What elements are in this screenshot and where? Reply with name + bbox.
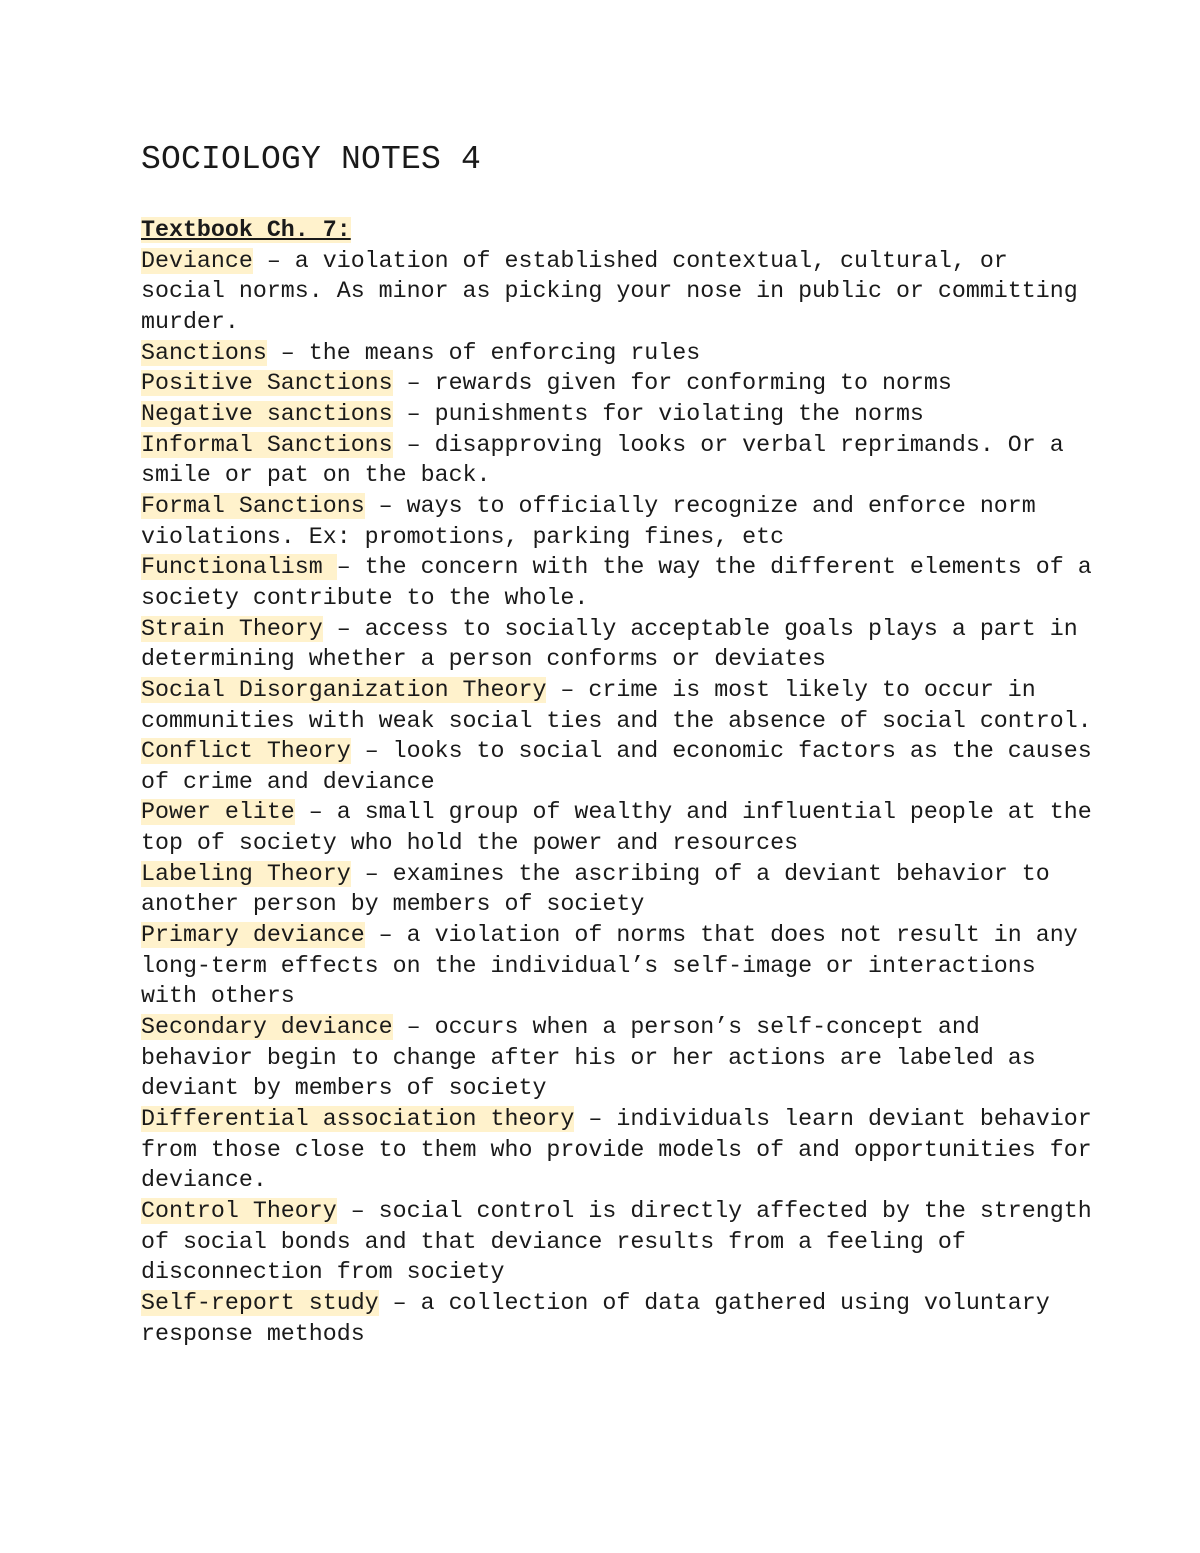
term: Social Disorganization Theory [141,676,547,703]
definition-entry [141,736,1106,797]
definition: – punishments for violating the norms [392,400,924,427]
definition: – occurs when a person’s self-concept and behavior begin to change after his or her actions are labeled as deviant by members of society [141,1014,1050,1102]
definition-entry [141,1104,1106,1196]
term: Labeling Theory [141,860,351,887]
term: Control Theory [141,1198,337,1224]
definition-entry [141,491,1101,552]
notes-body [141,215,1106,1349]
definition: – the concern with the way the different elements of a society contribute to the whole. [141,554,1106,611]
definition-entry [141,797,1106,858]
term: Self-report study [141,1289,379,1316]
definition-entry [141,920,1101,1012]
term: Power elite [141,799,295,826]
definition: – a collection of data gathered using voluntary response methods [141,1289,1064,1347]
definition-entry [141,246,1101,338]
definition-entry [141,430,1101,491]
definition: – crime is most likely to occur in communities with weak social ties and the absence of social control. [141,676,1092,734]
definition-entry [141,614,1101,675]
definition: – ways to officially recognize and enforce norm violations. Ex: promotions, parking fines, etc [141,492,1050,550]
definition-entry [141,552,1106,613]
term: Secondary deviance [141,1014,393,1041]
definition: – social control is directly affected by the strength of social bonds and that deviance results from a feeling of disconnection from society [141,1198,1106,1286]
term: Deviance [141,247,253,274]
definition: – a violation of established contextual, cultural, or social norms. As minor as picking your nose in public or committing murder. [141,247,1092,335]
definition-entry [141,859,1101,920]
term: Positive Sanctions [141,370,393,397]
definition-entry [141,399,1101,430]
definition: – a violation of norms that does not result in any long-term effects on the individual’s self-image or interactions with others [141,922,1092,1010]
document-title: SOCIOLOGY NOTES 4 [141,141,482,178]
definition: – access to socially acceptable goals plays a part in determining whether a person conforms or deviates [141,615,1092,673]
definition: – the means of enforcing rules [266,339,701,366]
definition-entry [141,368,1101,399]
definition: – looks to social and economic factors as the causes of crime and deviance [141,738,1106,795]
term: Negative sanctions [141,400,393,427]
definition: – disapproving looks or verbal reprimands. Or a smile or pat on the back. [141,431,1078,489]
definition: – rewards given for conforming to norms [392,370,952,397]
section-heading-line [141,215,1101,246]
definition-entry [141,1012,1101,1104]
section-heading: Textbook Ch. 7: [141,217,351,243]
term: Differential association theory [141,1106,575,1133]
term: Functionalism [141,554,337,581]
term: Sanctions [141,339,267,366]
definition: – examines the ascribing of a deviant behavior to another person by members of society [141,860,1064,918]
term: Informal Sanctions [141,431,393,458]
definition-entry [141,675,1101,736]
definition-entry [141,1196,1106,1288]
definition: – a small group of wealthy and influential people at the top of society who hold the power and resources [141,799,1106,857]
definition-entry [141,1288,1101,1349]
definition: – individuals learn deviant behavior from those close to them who provide models of and opportunities for deviance. [141,1106,1106,1194]
definition-entry [141,338,1101,369]
term: Conflict Theory [141,738,351,765]
term: Formal Sanctions [141,492,365,519]
term: Strain Theory [141,615,323,642]
term: Primary deviance [141,922,365,949]
